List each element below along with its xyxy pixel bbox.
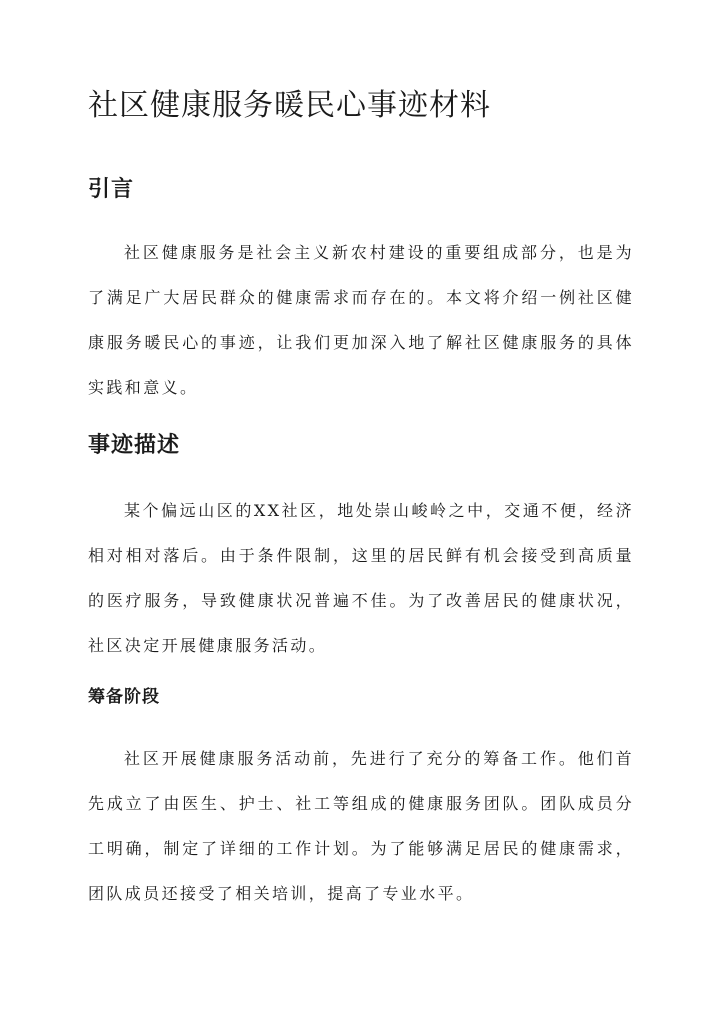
subsection-heading-preparation: 筹备阶段 [88,687,160,707]
section-paragraph-deeds: 某个偏远山区的XX社区，地处崇山峻岭之中，交通不便，经济相对相对落后。由于条件限制，这里的居民鲜有机会接受到高质量的医疗服务，导致健康状况普遍不佳。为了改善居民的健康状况，社区决定开展健康服务活动。 [88,501,634,655]
section-heading-deeds: 事迹描述 [88,432,181,458]
section-heading-introduction: 引言 [88,176,135,202]
document-title: 社区健康服务暖民心事迹材料 [88,88,491,123]
section-paragraph-introduction: 社区健康服务是社会主义新农村建设的重要组成部分，也是为了满足广大居民群众的健康需求而存在的。本文将介绍一例社区健康服务暖民心的事迹，让我们更加深入地了解社区健康服务的具体实践和意义。 [88,243,634,397]
subsection-paragraph-preparation: 社区开展健康服务活动前，先进行了充分的筹备工作。他们首先成立了由医生、护士、社工等组成的健康服务团队。团队成员分工明确，制定了详细的工作计划。为了能够满足居民的健康需求，团队成员还接受了相关培训，提高了专业水平。 [88,749,634,903]
